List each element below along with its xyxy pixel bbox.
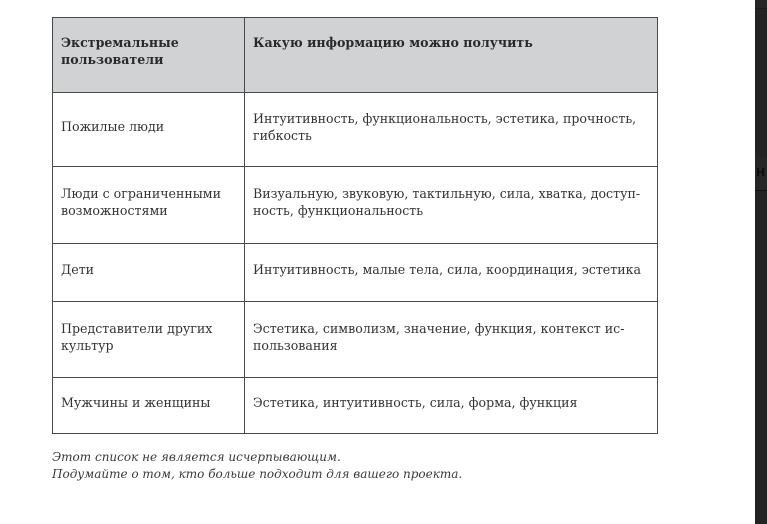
side-panel-tab[interactable] [755, 157, 767, 191]
footnote-line: Подумайте о том, кто больше подходит для вашего проекта. [52, 467, 463, 481]
header-information: Какую информацию можно получить [245, 18, 658, 93]
side-panel-top-strip [755, 0, 767, 9]
extreme-users-table [52, 17, 658, 434]
header-extreme-users: Экстремальные пользователи [53, 18, 245, 93]
info-cell [245, 167, 658, 244]
info-cell [245, 93, 658, 167]
table-row [53, 244, 658, 302]
info-text: Интуитивность, малые тела, сила, координация, эстетика [253, 262, 641, 277]
table-row [53, 378, 658, 434]
info-cell [245, 244, 658, 302]
info-cell [245, 378, 658, 434]
user-cell [53, 167, 245, 244]
side-panel-tab-label: Н [756, 166, 766, 179]
info-text: Интуитивность, функциональность, эстетика, прочность, гибкость [253, 110, 637, 143]
user-text: Дети [61, 262, 95, 277]
footnote-line: Этот список не является исчерпывающим. [52, 450, 341, 464]
info-text: Визуальную, звуковую, тактильную, сила, хватка, доступ-ность, функциональность [253, 186, 641, 218]
table-header-row [53, 18, 658, 93]
info-cell [245, 302, 658, 378]
info-text: Эстетика, символизм, значение, функция, контекст ис-пользования [253, 320, 625, 353]
user-cell [53, 244, 245, 302]
user-text: Представители других культур [61, 320, 213, 353]
table-row [53, 302, 658, 378]
user-cell [53, 302, 245, 378]
table-row [53, 93, 658, 167]
table-row [53, 167, 658, 244]
user-text: Мужчины и женщины [61, 395, 211, 410]
user-text: Люди с ограниченными возможностями [61, 186, 221, 218]
user-cell [53, 93, 245, 167]
user-cell [53, 378, 245, 434]
info-text: Эстетика, интуитивность, сила, форма, функция [253, 395, 578, 410]
side-panel[interactable] [755, 0, 767, 524]
footnote [52, 449, 462, 483]
user-text: Пожилые люди [61, 119, 165, 134]
